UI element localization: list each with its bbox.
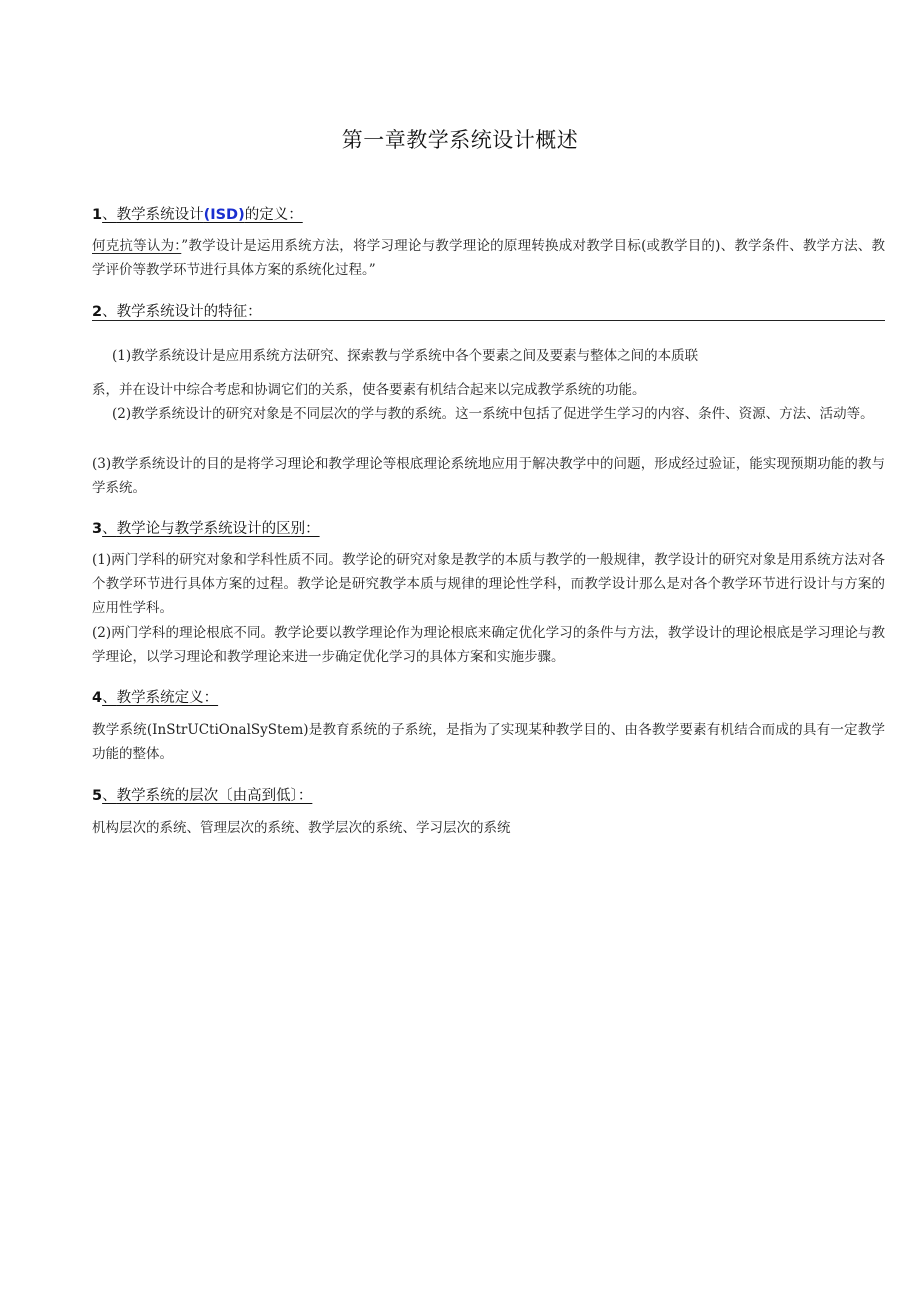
section-number: 2 <box>92 304 103 320</box>
difference-1: (1)两门学科的研究对象和学科性质不同。教学论的研究对象是教学的本质与教学的一般规律，教学设计的研究对象是用系统方法对各个教学环节进行具体方案的过程。教学论是研究教学本质与规律的理论性学科，而教学设计那么是对各个教学环节进行设计与方案的应用性学科。 <box>92 552 885 616</box>
section-2-heading <box>92 300 262 321</box>
section-number: 1 <box>92 207 103 223</box>
heading-label: 教学系统的层次〔由高到低〕： <box>116 788 313 804</box>
heading-prefix: 教学系统设计 <box>116 207 204 223</box>
feature-3: (3)教学系统设计的目的是将学习理论和教学理论等根底理论系统地应用于解决教学中的问题，形成经过验证，能实现预期功能的教与学系统。 <box>92 456 885 496</box>
section-2-heading-text: 教学系统设计的特征： <box>116 304 262 320</box>
section-3-heading-text <box>102 521 320 537</box>
heading-separator: 、 <box>102 690 117 706</box>
heading-abbreviation: (ISD) <box>203 207 245 223</box>
feature-1-line-1: (1)教学系统设计是应用系统方法研究、探索教与学系统中各个要素之间及要素与整体之间的本质联 <box>112 348 699 364</box>
feature-2: (2)教学系统设计的研究对象是不同层次的学与教的系统。这一系统中包括了促进学生学习的内容、条件、资源、方法、活动等。 <box>112 406 874 422</box>
section-1-heading-text <box>102 207 303 223</box>
difference-2: (2)两门学科的理论根底不同。教学论要以教学理论作为理论根底来确定优化学习的条件与方法，教学设计的理论根底是学习理论与教学理论，以学习理论和教学理论来进一步确定优化学习的具体方案和实施步骤。 <box>92 625 885 665</box>
section-number: 4 <box>92 690 103 706</box>
section-4-heading-text <box>102 690 218 706</box>
section-5-heading <box>92 784 312 805</box>
heading-label: 教学论与教学系统设计的区别： <box>116 521 320 537</box>
section-3-heading <box>92 517 320 538</box>
feature-1-line-2: 系，并在设计中综合考虑和协调它们的关系，使各要素有机结合起来以完成教学系统的功能。 <box>92 382 646 398</box>
heading-separator: 、 <box>102 521 117 537</box>
chapter-title: 第一章教学系统设计概述 <box>341 128 579 152</box>
section-number: 3 <box>92 521 103 537</box>
section-1-definition <box>92 234 885 282</box>
section-1-heading <box>92 203 303 224</box>
definition-lead: 何克抗等认为： <box>92 238 182 254</box>
heading-separator: 、 <box>102 207 117 223</box>
system-levels: 机构层次的系统、管理层次的系统、教学层次的系统、学习层次的系统 <box>92 820 511 836</box>
system-definition: 教学系统(InStrUCtiOnalSyStem)是教育系统的子系统，是指为了实现某种教学目的、由各教学要素有机结合而成的具有一定教学功能的整体。 <box>92 722 885 762</box>
heading-suffix: 的定义： <box>244 207 303 223</box>
heading-label: 教学系统定义： <box>116 690 219 706</box>
definition-text: ”教学设计是运用系统方法，将学习理论与教学理论的原理转换成对教学目标(或教学目的)、教学条件、教学方法、教学评价等教学环节进行具体方案的系统化过程。” <box>92 238 886 278</box>
section-number: 5 <box>92 788 103 804</box>
heading-separator: 、 <box>102 304 117 320</box>
heading-separator: 、 <box>102 788 117 804</box>
section-divider <box>92 320 885 321</box>
section-4-heading <box>92 686 218 707</box>
section-5-heading-text <box>102 788 312 804</box>
